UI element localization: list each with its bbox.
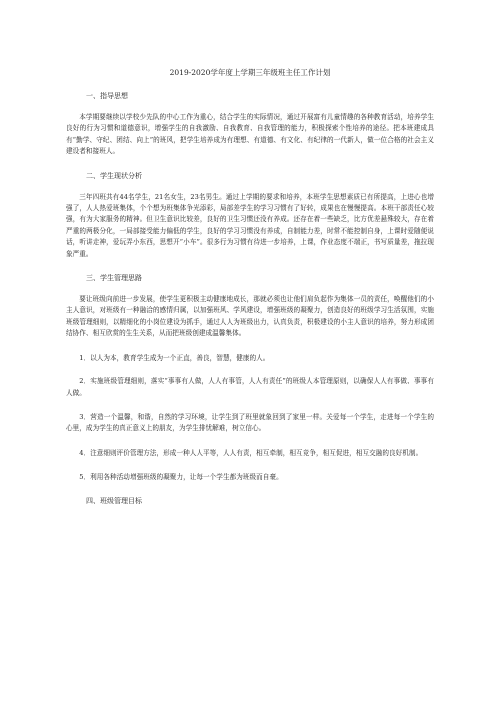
list-item: 5．利用各种活动增强班级的凝聚力，让每一个学生都为班级而自豪。: [79, 473, 283, 482]
section-heading: 三、学生管理思路: [86, 274, 142, 283]
paragraph: 要让班级向前进一步发展，使学生更积极主动健康地成长，那就必须也让他们肩负起作为集体一员的责任，唤醒他们的小主人意识，对班级有一种融洽的感情归属，以加强班风、学风建设，增强班级的凝聚力，创造良好的班级学习生活氛围，实施班级管理细则，以精细化的小岗位建设为抓手，通过人人为班级出力，认真负责，积极建设的小主人意识的培养，努力形成团结协作、相互欣赏的生生关系，从而把班级创建成温馨集体。: [66, 295, 434, 338]
section-heading: 二、学生现状分析: [86, 171, 142, 180]
section-management-approach: [66, 273, 434, 483]
section-guiding-ideology: [66, 91, 434, 158]
section-heading: 一、指导思想: [86, 92, 128, 100]
section-student-analysis: [66, 171, 434, 260]
paragraph: 本学期要继续以学校少先队的中心工作为重心，结合学生的实际情况，通过开展富有儿童情趣的各种教育活动，培养学生良好的行为习惯和道德意识，增强学生的自我激励、自我教育、自我管理的能力，积极探索个性培养的途径。把本班建成具有“勤学、守纪、团结、向上”的班风，把学生培养成为有理想、有道德、有文化、有纪律的一代新人，做一位合格的社会主义建设者和接班人。: [66, 113, 434, 156]
list-item: 4．注意细则评价管理方法，形成一种人人平等，人人有责，相互牵制，相互竞争，相互促进，相互交融的良好机制。: [79, 448, 423, 457]
section-heading: 四、班级管理目标: [86, 496, 142, 505]
list-item: 3．营造一个温馨，和谐，自然的学习环境，让学生到了班里就象回到了家里一样。关爱每一个学生，走进每一个学生的心里，成为学生的真正意义上的朋友，为学生排忧解难，树立信心。: [66, 412, 434, 433]
list-item: 2．实施班级管理细则，落实“事事有人做，人人有事管，人人有责任”的班级人本管理原则，以确保人人有事做、事事有人做。: [66, 377, 434, 397]
list-item: 1．以人为本，教育学生成为一个正直，善良，智慧，健康的人。: [79, 353, 270, 362]
paragraph: 三年四班共有44名学生，21名女生，23名男生。通过上学期的要求和培养，本班学生思想素质已有所提高，上进心也增强了，人人热爱班集体，个个想为班集体争光添彩，局部差学生的学习习惯有了好转，成果也在慢慢提高。本班干部责任心较强，有为大家服务的精神。但卫生意识比较差，良好的卫生习惯还没有养成。还存在着一些缺乏，比方优差悬殊较大，存在着严重的两极分化，一局部接受能力偏低的学生，良好的学习习惯没有养成，自制能力差，时常不能控制自身，上课时爱随便说话，听讲走神，爱玩弄小东西，思想开“小车”。很多行为习惯有待进一步培养，上课，作业态度不端正，书写质量差，拖拉现象严重。: [66, 192, 434, 258]
document-title: 2019-2020学年度上学期三年级班主任工作计划: [169, 68, 331, 77]
section-management-goals: [66, 496, 434, 506]
